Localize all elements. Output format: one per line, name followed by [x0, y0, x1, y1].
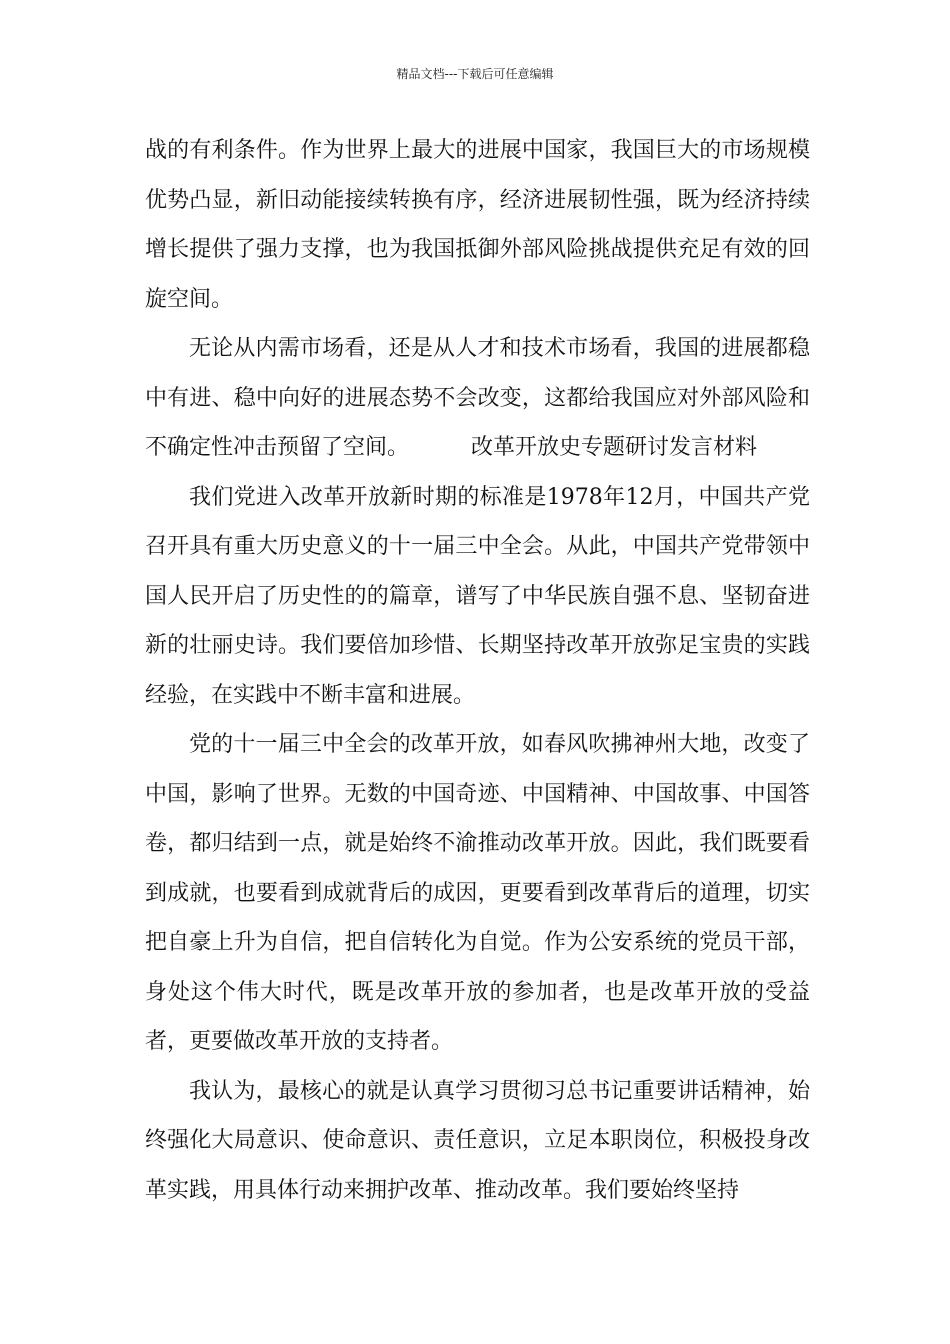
paragraph-5: 我认为，最核心的就是认真学习贯彻习总书记重要讲话精神，始终强化大局意识、使命意识、责任意识，立足本职岗位，积极投身改革实践，用具体行动来拥护改革、推动改革。我们要始终坚持: [145, 1078, 810, 1203]
paragraph-1: 战的有利条件。作为世界上最大的进展中国家，我国巨大的市场规模优势凸显，新旧动能接续转换有序，经济进展韧性强，既为经济持续增长提供了强力支撑，也为我国抵御外部风险挑战提供充足有效的回旋空间。: [145, 138, 810, 312]
paragraph-3: 我们党进入改革开放新时期的标准是1978年12月，中国共产党召开具有重大历史意义的十一届三中全会。从此，中国共产党带领中国人民开启了历史性的的篇章，谱写了中华民族自强不息、坚韧奋进新的壮丽史诗。我们要倍加珍惜、长期坚持改革开放弥足宝贵的实践经验，在实践中不断丰富和进展。: [145, 484, 810, 708]
section-title: 改革开放史专题研讨发言材料: [471, 435, 758, 460]
paragraph-2: [145, 324, 810, 473]
paragraph-2-text: 无论从内需市场看，还是从人才和技术市场看，我国的进展都稳中有进、稳中向好的进展态势不会改变，这都给我国应对外部风险和不确定性冲击预留了空间。: [145, 336, 810, 460]
page-header: 精品文档---下载后可任意编辑: [396, 67, 554, 81]
paragraph-4: 党的十一届三中全会的改革开放，如春风吹拂神州大地，改变了中国，影响了世界。无数的中国奇迹、中国精神、中国故事、中国答卷，都归结到一点，就是始终不渝推动改革开放。因此，我们既要看到成就，也要看到成就背后的成因，更要看到改革背后的道理，切实把自豪上升为自信，把自信转化为自觉。作为公安系统的党员干部，身处这个伟大时代，既是改革开放的参加者，也是改革开放的受益者，更要做改革开放的支持者。: [145, 732, 810, 1054]
document-body: [145, 126, 810, 1215]
